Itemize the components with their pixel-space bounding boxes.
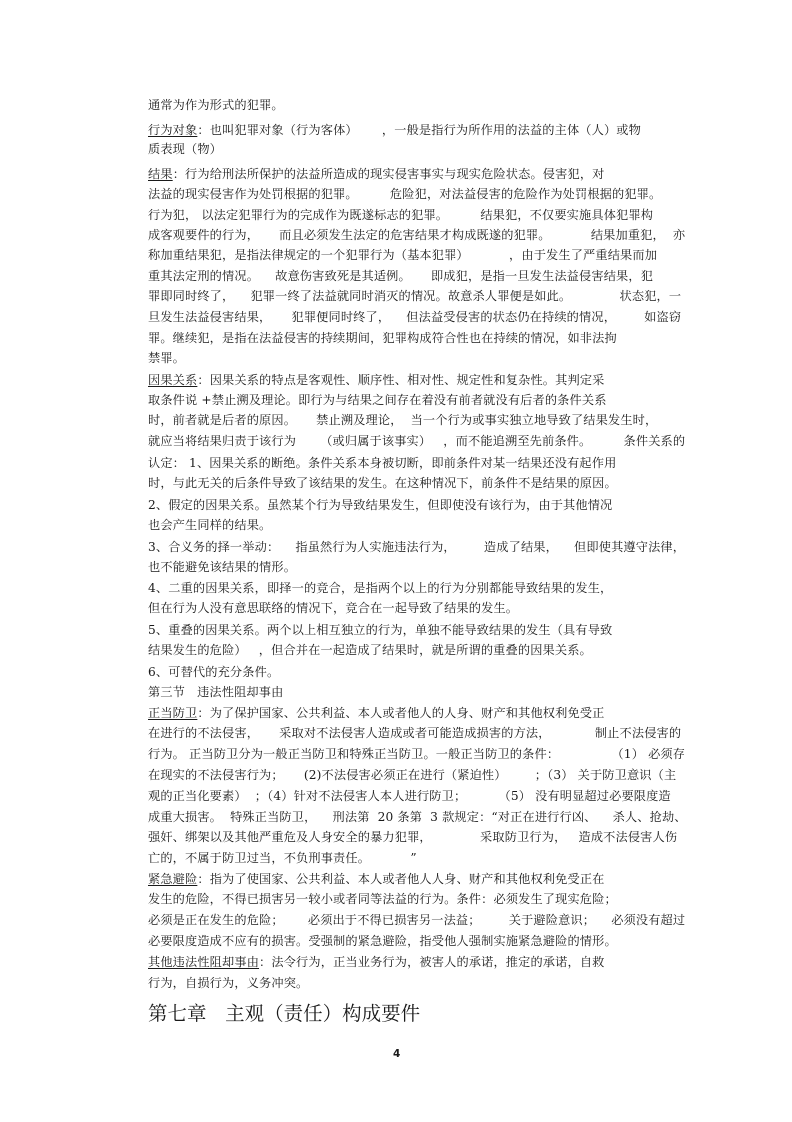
text-line: 行为。 正当防卫分为一般正当防卫和特殊正当防卫。一般正当防卫的条件： （1） 必须存 [148, 747, 686, 761]
text-line: 法益的现实侵害作为处罚根据的犯罪。 危险犯，对法益侵害的危险作为处罚根据的犯罪。 [148, 187, 662, 201]
definition-line-object [148, 122, 641, 138]
definition-line-result [148, 166, 605, 182]
text-line: 时，与此无关的后条件导致了该结果的发生。在这种情况下，前条件不是结果的原因。 [148, 476, 617, 490]
definition-text: ：行为给刑法所保护的法益所造成的现实侵害事实与现实危险状态。侵害犯，对 [172, 167, 605, 181]
definition-text: ：指为了使国家、公共利益、本人或者他人人身、财产和其他权利免受正在 [197, 872, 605, 886]
text-line: 4、二重的因果关系，即择一的竞合，是指两个以上的行为分别都能导致结果的发生， [148, 581, 613, 595]
text-line: 观的正当化要素） ；（4）针对不法侵害人本人进行防卫； （5） 没有明显超过必要限度造 [148, 789, 671, 803]
text-line: 结果发生的危险） ，但合并在一起造成了结果时，就是所谓的重叠的因果关系。 [148, 643, 592, 657]
text-line: 旦发生法益侵害结果， 犯罪便同时终了， 但法益受侵害的状态仍在持续的情况， 如盗窃 [148, 310, 682, 324]
text-line: 必要限度造成不应有的损害。受强制的紧急避险，指受他人强制实施紧急避险的情形。 [148, 934, 617, 948]
text-line: 在进行的不法侵害， 采取对不法侵害人造成或者可能造成损害的方法， 制止不法侵害的 [148, 726, 682, 740]
term-heading: 结果 [148, 167, 173, 181]
text-line: 2、假定的因果关系。虽然某个行为导致结果发生，但即使没有该行为，由于其他情况 [148, 498, 613, 512]
text-line: 时，前者就是后者的原因。 禁止溯及理论， 当一个行为或事实独立地导致了结果发生时， [148, 413, 658, 427]
text-line: 在现实的不法侵害行为； (2)不法侵害必须正在进行（紧迫性） ；（3） 关于防卫意识（主 [148, 768, 677, 782]
text-line: 行为犯， 以法定犯罪行为的完成作为既遂标志的犯罪。 结果犯，不仅要实施具体犯罪构 [148, 208, 654, 222]
text-line: 3、合义务的择一举动： 指虽然行为人实施违法行为， 造成了结果， 但即使其遵守法律， [148, 540, 686, 554]
text-line: 禁罪。 [148, 351, 186, 365]
definition-text: ：因果关系的特点是客观性、顺序性、相对性、规定性和复杂性。其判定采 [197, 373, 605, 387]
text-line: 通常为作为形式的犯罪。 [148, 98, 284, 112]
text-line: 质表现（物） [148, 142, 223, 156]
text-line: 取条件说 +禁止溯及理论。即行为与结果之间存在着没有前者就没有后者的条件关系 [148, 393, 607, 407]
text-line: 罪。继续犯，是指在法益侵害的持续期间，犯罪构成符合性也在持续的情况，如非法拘 [148, 331, 617, 345]
section-heading: 第三节 违法性阻却事由 [148, 685, 284, 699]
text-line: 也不能避免该结果的情形。 [148, 560, 297, 574]
text-line: 但在行为人没有意思联络的情况下，竞合在一起导致了结果的发生。 [148, 601, 519, 615]
text-line: 认定： 1、因果关系的断绝。条件关系本身被切断，即前条件对某一结果还没有起作用 [148, 456, 617, 470]
text-line: 行为，自损行为，义务冲突。 [148, 976, 309, 990]
text-line: 5、重叠的因果关系。两个以上相互独立的行为，单独不能导致结果的发生（具有导致 [148, 623, 613, 637]
text-line: 6、可替代的充分条件。 [148, 665, 280, 679]
term-heading: 紧急避险 [148, 872, 198, 886]
definition-line-necessity [148, 871, 605, 887]
definition-line-causality [148, 372, 605, 388]
definition-line-other-justifications [148, 954, 605, 970]
text-line: 重其法定刑的情况。 故意伤害致死是其适例。 即成犯，是指一旦发生法益侵害结果，犯 [148, 269, 654, 283]
page-number: 4 [393, 1048, 401, 1060]
definition-line-self-defense [148, 705, 605, 721]
text-line: 亡的，不属于防卫过当，不负刑事责任。 ” [148, 851, 417, 865]
term-heading: 因果关系 [148, 373, 198, 387]
text-line: 必须是正在发生的危险； 必须出于不得已损害另一法益； 关于避险意识； 必须没有超过 [148, 913, 686, 927]
text-line: 就应当将结果归责于该行为 （或归属于该事实） ，而不能追溯至先前条件。 条件关系的 [148, 434, 686, 448]
text-line: 发生的危险，不得已损害另一较小或者同等法益的行为。条件：必须发生了现实危险； [148, 892, 617, 906]
definition-text: ：也叫犯罪对象（行为客体） ，一般是指行为所作用的法益的主体（人）或物 [197, 123, 641, 137]
text-line: 成客观要件的行为， 而且必须发生法定的危害结果才构成既遂的犯罪。 结果加重犯， 亦 [148, 228, 686, 242]
text-line: 强奸、绑架以及其他严重危及人身安全的暴力犯罪， 采取防卫行为， 造成不法侵害人伤 [148, 830, 678, 844]
term-heading: 正当防卫 [148, 706, 198, 720]
term-heading: 其他违法性阻却事由 [148, 955, 260, 969]
text-line: 成重大损害。 特殊正当防卫， 刑法第 20 条第 3 款规定：“对正在进行行凶、 杀人、抢劫、 [148, 810, 687, 824]
definition-text: ：为了保护国家、公共利益、本人或者他人的人身、财产和其他权利免受正 [197, 706, 605, 720]
text-line: 罪即同时终了， 犯罪一终了法益就同时消灭的情况。故意杀人罪便是如此。 状态犯，一 [148, 289, 682, 303]
chapter-title: 第七章 主观（责任）构成要件 [148, 1002, 421, 1025]
definition-text: ：法令行为，正当业务行为，被害人的承诺，推定的承诺，自救 [259, 955, 605, 969]
text-line: 也会产生同样的结果。 [148, 518, 272, 532]
text-line: 称加重结果犯，是指法律规定的一个犯罪行为（基本犯罪） ，由于发生了严重结果而加 [148, 248, 658, 262]
term-heading: 行为对象 [148, 123, 198, 137]
